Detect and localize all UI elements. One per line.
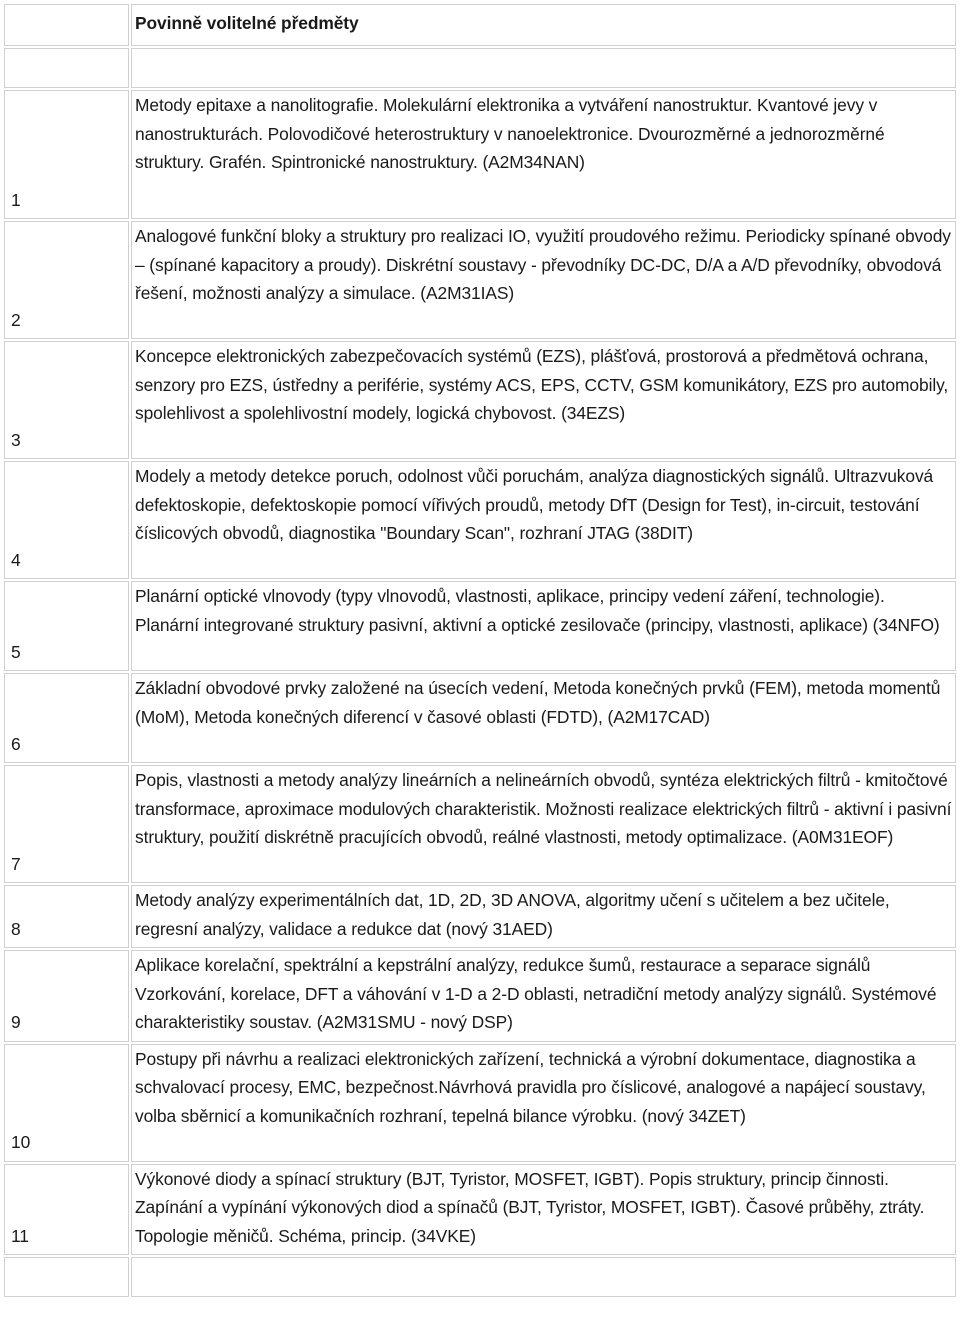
row-number: 8 xyxy=(4,885,129,948)
row-description: Metody epitaxe a nanolitografie. Molekulární elektronika a vytváření nanostruktur. Kvantové jevy v nanostrukturách. Polovodičové heterostruktury v nanoelektronice. Dvourozměrné a jednorozměrné struktury. Grafén. Spintronické nanostruktury. (A2M34NAN) xyxy=(131,90,956,219)
blank-row xyxy=(4,48,956,88)
header-row xyxy=(4,4,956,46)
row-description: Popis, vlastnosti a metody analýzy lineárních a nelineárních obvodů, syntéza elektrických filtrů - kmitočtové transformace, aproximace modulových charakteristik. Možnosti realizace elektrických filtrů - aktivní i pasivní struktury, použití diskrétně pracujících obvodů, reálné vlastnosti, metody optimalizace. (A0M31EOF) xyxy=(131,765,956,883)
row-number: 1 xyxy=(4,90,129,219)
row-number: 11 xyxy=(4,1164,129,1256)
table-row xyxy=(4,950,956,1042)
row-number: 7 xyxy=(4,765,129,883)
table-row xyxy=(4,1044,956,1162)
row-description: Postupy při návrhu a realizaci elektronických zařízení, technická a výrobní dokumentace, diagnostika a schvalovací procesy, EMC, bezpečnost.Návrhová pravidla pro číslicové, analogové a napájecí soustavy, volba sběrnicí a komunikačních rozhraní, tepelná bilance výrobku. (nový 34ZET) xyxy=(131,1044,956,1162)
table-row xyxy=(4,221,956,339)
table-row xyxy=(4,673,956,763)
row-number: 2 xyxy=(4,221,129,339)
table-row xyxy=(4,341,956,459)
row-description: Modely a metody detekce poruch, odolnost vůči poruchám, analýza diagnostických signálů. Ultrazvuková defektoskopie, defektoskopie pomocí vířivých proudů, metody DfT (Design for Test), in-circuit, testování číslicových obvodů, diagnostika "Boundary Scan", rozhraní JTAG (38DIT) xyxy=(131,461,956,579)
header-number-cell xyxy=(4,4,129,46)
row-description: Výkonové diody a spínací struktury (BJT, Tyristor, MOSFET, IGBT). Popis struktury, princip činnosti. Zapínání a vypínání výkonových diod a spínačů (BJT, Tyristor, MOSFET, IGBT). Časové průběhy, ztráty. Topologie měničů. Schéma, princip. (34VKE) xyxy=(131,1164,956,1256)
table-row xyxy=(4,581,956,671)
row-description: Základní obvodové prvky založené na úsecích vedení, Metoda konečných prvků (FEM), metoda momentů (MoM), Metoda konečných diferencí v časové oblasti (FDTD), (A2M17CAD) xyxy=(131,673,956,763)
row-number: 3 xyxy=(4,341,129,459)
row-description: Metody analýzy experimentálních dat, 1D, 2D, 3D ANOVA, algoritmy učení s učitelem a bez učitele, regresní analýzy, validace a redukce dat (nový 31AED) xyxy=(131,885,956,948)
blank-desc-cell xyxy=(131,48,956,88)
blank-desc-cell xyxy=(131,1257,956,1297)
row-number: 10 xyxy=(4,1044,129,1162)
row-description: Analogové funkční bloky a struktury pro realizaci IO, využití proudového režimu. Periodicky spínané obvody – (spínané kapacitory a proudy). Diskrétní soustavy - převodníky DC-DC, D/A a A/D převodníky, obvodová řešení, možnosti analýzy a simulace. (A2M31IAS) xyxy=(131,221,956,339)
table-row xyxy=(4,461,956,579)
row-number: 9 xyxy=(4,950,129,1042)
blank-number-cell xyxy=(4,48,129,88)
row-description: Koncepce elektronických zabezpečovacích systémů (EZS), plášťová, prostorová a předmětová ochrana, senzory pro EZS, ústředny a periférie, systémy ACS, EPS, CCTV, GSM komunikátory, EZS pro automobily, spolehlivost a spolehlivostní modely, logická chybovost. (34EZS) xyxy=(131,341,956,459)
table-row xyxy=(4,885,956,948)
courses-table xyxy=(2,2,958,1299)
table-row xyxy=(4,90,956,219)
table-row xyxy=(4,765,956,883)
blank-number-cell xyxy=(4,1257,129,1297)
table-title: Povinně volitelné předměty xyxy=(131,4,956,46)
table-row xyxy=(4,1164,956,1256)
row-number: 5 xyxy=(4,581,129,671)
blank-row xyxy=(4,1257,956,1297)
row-description: Aplikace korelační, spektrální a kepstrální analýzy, redukce šumů, restaurace a separace signálů Vzorkování, korelace, DFT a váhování v 1-D a 2-D oblasti, netradiční metody analýzy signálů. Systémové charakteristiky soustav. (A2M31SMU - nový DSP) xyxy=(131,950,956,1042)
row-number: 6 xyxy=(4,673,129,763)
row-description: Planární optické vlnovody (typy vlnovodů, vlastnosti, aplikace, principy vedení záření, technologie). Planární integrované struktury pasivní, aktivní a optické zesilovače (principy, vlastnosti, aplikace) (34NFO) xyxy=(131,581,956,671)
row-number: 4 xyxy=(4,461,129,579)
